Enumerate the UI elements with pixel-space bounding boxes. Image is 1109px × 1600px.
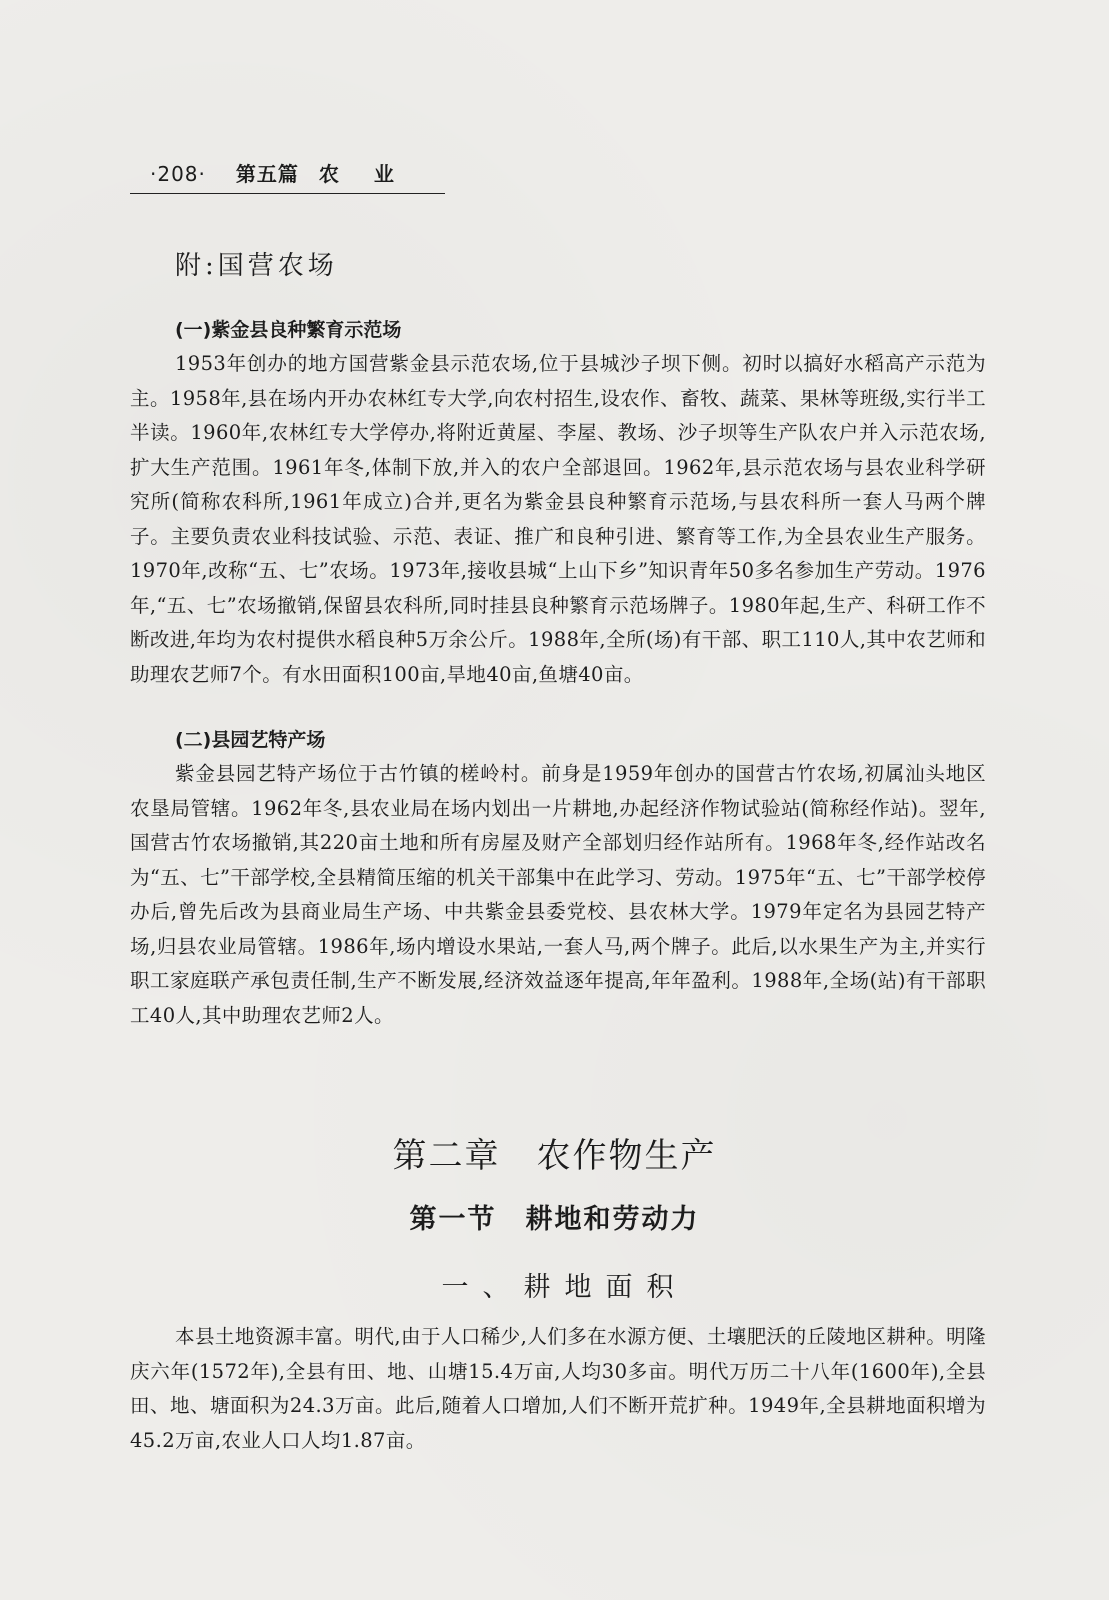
land-body: 本县土地资源丰富。明代,由于人口稀少,人们多在水源方便、土壤肥沃的丘陵地区耕种。明隆庆六年(1572年),全县有田、地、山塘15.4万亩,人均30多亩。明代万历二十八年(1600年),全县田、地、塘面积为24.3万亩。此后,随着人口增加,人们不断开荒扩种。1949年,全县耕地面积增为45.2万亩,农业人口人均1.87亩。 [130,1325,986,1452]
chapter-title: 第二章 农作物生产 [392,1136,717,1176]
farm2-section [130,723,986,1033]
subsection-title: 一、耕地面积 [441,1272,688,1303]
farm1-section [130,313,986,692]
running-head [130,158,445,194]
farm1-body: 1953年创办的地方国营紫金县示范农场,位于县城沙子坝下侧。初时以搞好水稻高产示范为主。1958年,县在场内开办农林红专大学,向农村招生,设农作、畜牧、蔬菜、果林等班级,实行半工半读。1960年,农林红专大学停办,将附近黄屋、李屋、教场、沙子坝等生产队农户并入示范农场,扩大生产范围。1961年冬,体制下放,并入的农户全部退回。1962年,县示范农场与县农业科学研究所(简称农科所,1961年成立)合并,更名为紫金县良种繁育示范场,与县农科所一套人马两个牌子。主要负责农业科技试验、示范、表证、推广和良种引进、繁育等工作,为全县农业生产服务。1970年,改称“五、七”农场。1973年,接收县城“上山下乡”知识青年50多名参加生产劳动。1976年,“五、七”农场撤销,保留县农科所,同时挂县良种繁育示范场牌子。1980年起,生产、科研工作不断改进,年均为农村提供水稻良种5万余公斤。1988年,全所(场)有干部、职工110人,其中农艺师和助理农艺师7个。有水田面积100亩,旱地40亩,鱼塘40亩。 [130,352,986,686]
farm2-heading: (二)县园艺特产场 [175,729,326,751]
section-title: 第一节 耕地和劳动力 [409,1204,700,1235]
farm2-body: 紫金县园艺特产场位于古竹镇的槎岭村。前身是1959年创办的国营古竹农场,初属汕头地区农垦局管辖。1962年冬,县农业局在场内划出一片耕地,办起经济作物试验站(简称经作站)。翌年,国营古竹农场撤销,其220亩土地和所有房屋及财产全部划归经作站所有。1968年冬,经作站改名为“五、七”干部学校,全县精简压缩的机关干部集中在此学习、劳动。1975年“五、七”干部学校停办后,曾先后改为县商业局生产场、中共紫金县委党校、县农林大学。1979年定名为县园艺特产场,归县农业局管辖。1986年,场内增设水果站,一套人马,两个牌子。此后,以水果生产为主,并实行职工家庭联产承包责任制,生产不断发展,经济效益逐年提高,年年盈利。1988年,全场(站)有干部职工40人,其中助理农艺师2人。 [130,762,986,1027]
subject-label: 农 业 [318,162,408,186]
land-section [130,1320,986,1458]
page-number: ·208· [150,162,206,186]
appendix-title: 附:国营农场 [175,251,338,281]
farm1-heading: (一)紫金县良种繁育示范场 [175,319,402,341]
part-label: 第五篇 [235,162,299,186]
